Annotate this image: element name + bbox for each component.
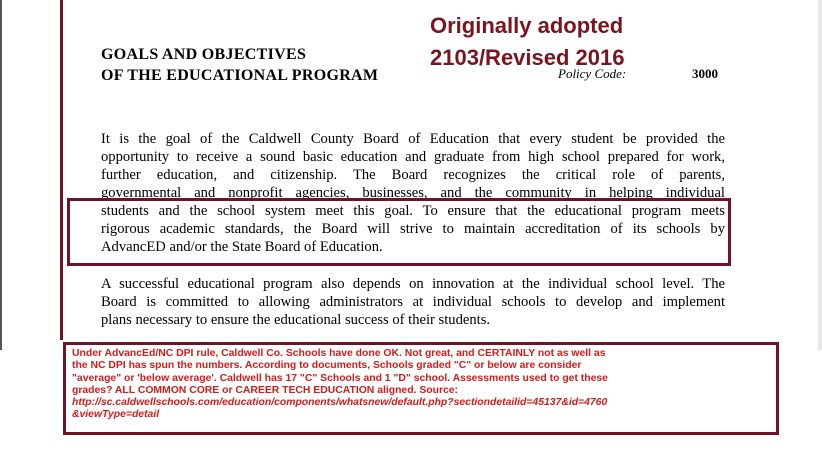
document-title-line-1: GOALS AND OBJECTIVES (101, 46, 307, 63)
policy-code-label: Policy Code: (558, 66, 627, 81)
document-title (101, 44, 378, 86)
page-right-edge (818, 0, 822, 350)
annotation-source-link[interactable]: http://sc.caldwellschools.com/education/components/whatsnew/default.php?sectiondetailid=45137&id=4760 (72, 397, 608, 409)
paragraph-goal-line: governmental and nonprofit agencies, businesses, and the community in helping individual (101, 185, 725, 201)
paragraph-goal-line: It is the goal of the Caldwell County Board of Education that every student be provided the (101, 131, 725, 147)
page-left-edge (0, 0, 2, 350)
annotation-line: Under AdvancEd/NC DPI rule, Caldwell Co. Schools have done OK. Not great, and CERTAINLY not as well as (72, 348, 606, 359)
policy-code-value: 3000 (692, 66, 718, 81)
paragraph-goal-line: further education, and citizenship. The Board recognizes the critical role of parents, (101, 167, 725, 183)
paragraph-goal-line: opportunity to receive a sound basic education and graduate from high school prepared for work, (101, 149, 725, 165)
paragraph-goal-line: rigorous academic standards, the Board will strive to maintain accreditation of its schools by (101, 221, 725, 237)
document-title-line-2: OF THE EDUCATIONAL PROGRAM (101, 67, 379, 84)
paragraph-innovation-line: A successful educational program also depends on innovation at the individual school level. The (101, 276, 725, 292)
annotation-box (63, 342, 779, 435)
annotation-line: the NC DPI has spun the numbers. According to documents, Schools graded "C" or below are consider (72, 360, 582, 372)
annotation-source-link[interactable]: &viewType=detail (72, 409, 160, 421)
paragraph-goal (101, 130, 725, 256)
paragraph-goal-line: students and the school system meet this goal. To ensure that the educational program meets (101, 203, 725, 219)
annotation-line: "average" or 'below average'. Caldwell has 17 "C" Schools and 1 "D" school. Assessments used to get these (72, 372, 608, 384)
annotation-line: grades? ALL COMMON CORE or CAREER TECH EDUCATION aligned. Source: (72, 384, 459, 396)
annotation-frame-line (60, 0, 63, 340)
paragraph-innovation-line: Board is committed to allowing administrators at individual schools to develop and implement (101, 294, 725, 310)
adoption-stamp-line-1: Originally adopted (430, 13, 624, 38)
adoption-stamp (430, 10, 625, 74)
adoption-stamp-line-2: 2103/Revised 2016 (430, 45, 625, 70)
paragraph-innovation-line: plans necessary to ensure the educational success of their students. (101, 312, 491, 328)
paragraph-innovation (101, 275, 725, 329)
paragraph-goal-line: AdvancED and/or the State Board of Education. (101, 239, 383, 255)
